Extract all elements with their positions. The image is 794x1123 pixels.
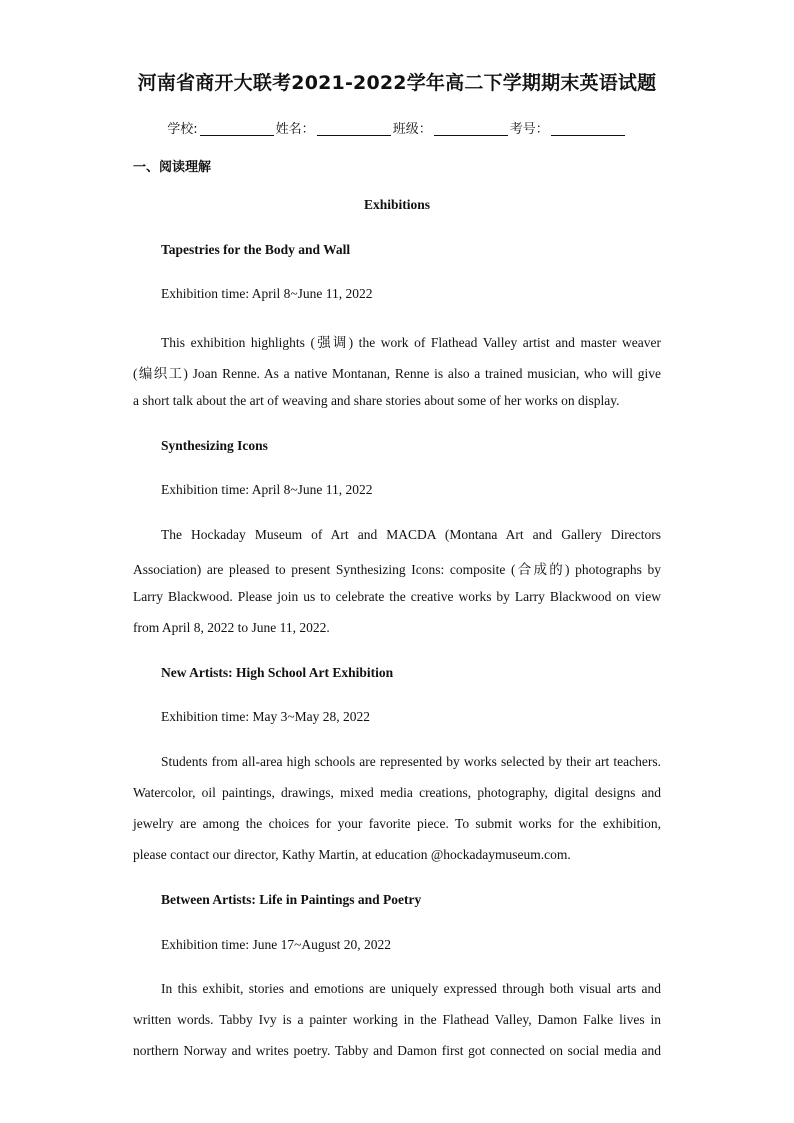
paragraph-line: (编织工) Joan Renne. As a native Montanan, Renne is also a trained musician, who will give xyxy=(133,366,661,381)
exhibition-time: Exhibition time: April 8~June 11, 2022 xyxy=(161,482,373,497)
paragraph-line: please contact our director, Kathy Martin, at education @hockadaymuseum.com. xyxy=(133,847,571,862)
exhibition-time: Exhibition time: June 17~August 20, 2022 xyxy=(161,937,392,952)
name-label: 姓名： xyxy=(275,122,315,137)
class-label: 班级： xyxy=(392,122,432,137)
paragraph-line: jewelry are among the choices for your favorite piece. To submit works for the exhibition, xyxy=(133,816,661,831)
paragraph-line: written words. Tabby Ivy is a painter working in the Flathead Valley, Damon Falke lives in xyxy=(133,1012,661,1027)
exhibition-time: Exhibition time: April 8~June 11, 2022 xyxy=(161,286,373,301)
name-blank[interactable] xyxy=(317,121,391,136)
exhibition-heading: Tapestries for the Body and Wall xyxy=(161,242,351,257)
paragraph-line: a short talk about the art of weaving and share stories about some of her works on display. xyxy=(133,393,620,408)
paragraph-line: Larry Blackwood. Please join us to celebrate the creative works by Larry Blackwood on view xyxy=(133,589,661,604)
school-label: 学校: xyxy=(167,122,198,137)
exhibition-heading: Between Artists: Life in Paintings and Poetry xyxy=(161,892,422,907)
class-blank[interactable] xyxy=(434,121,508,136)
paragraph-line: Students from all-area high schools are represented by works selected by their art teachers. xyxy=(161,754,661,769)
paragraph-line: This exhibition highlights (强调) the work of Flathead Valley artist and master weaver xyxy=(161,335,661,350)
section-heading: 一、阅读理解 xyxy=(133,160,212,175)
paragraph-line: from April 8, 2022 to June 11, 2022. xyxy=(133,620,330,635)
number-blank[interactable] xyxy=(551,121,625,136)
exhibition-heading: Synthesizing Icons xyxy=(161,438,268,453)
passage-title: Exhibitions xyxy=(363,197,431,212)
page-title: 河南省商开大联考2021-2022学年高二下学期期末英语试题 xyxy=(137,72,657,94)
student-info-row xyxy=(0,118,794,137)
paragraph-line: Association) are pleased to present Synthesizing Icons: composite (合成的) photographs by xyxy=(133,562,661,577)
school-blank[interactable] xyxy=(200,121,274,136)
paragraph-line: Watercolor, oil paintings, drawings, mixed media creations, photography, digital designs and xyxy=(133,785,661,800)
paragraph-line: The Hockaday Museum of Art and MACDA (Montana Art and Gallery Directors xyxy=(161,527,661,542)
exhibition-heading: New Artists: High School Art Exhibition xyxy=(161,665,394,680)
number-label: 考号： xyxy=(509,122,549,137)
paragraph-line: In this exhibit, stories and emotions are uniquely expressed through both visual arts and xyxy=(161,981,661,996)
paragraph-line: northern Norway and writes poetry. Tabby and Damon first got connected on social media and xyxy=(133,1043,661,1058)
exhibition-time: Exhibition time: May 3~May 28, 2022 xyxy=(161,709,371,724)
